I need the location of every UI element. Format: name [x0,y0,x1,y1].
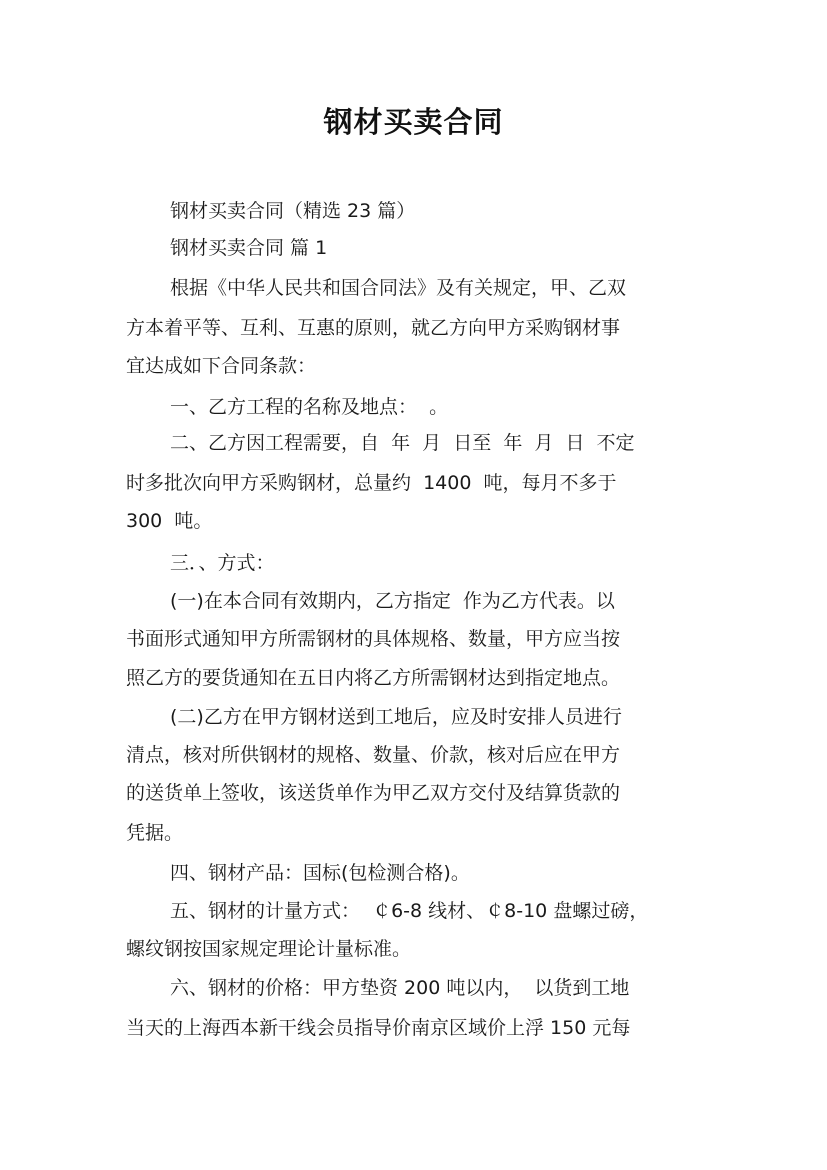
text-line: 二、乙方因工程需要，自 年 月 日至 年 月 日 不定 [170,432,635,454]
text-line: 照乙方的要货通知在五日内将乙方所需钢材达到指定地点。 [126,667,621,689]
text-line: 四、钢材产品：国标(包检测合格)。 [170,862,470,884]
text-line: 300 吨。 [126,510,213,532]
text-line: 一、乙方工程的名称及地点： 。 [170,396,449,418]
text-line: 钢材买卖合同（精选 23 篇） [170,200,416,222]
text-line: 螺纹钢按国家规定理论计量标准。 [126,938,412,960]
text-line: 三．、方式： [170,552,275,574]
text-line: 书面形式通知甲方所需钢材的具体规格、数量，甲方应当按 [126,628,621,650]
text-line: 方本着平等、互利、互惠的原则，就乙方向甲方采购钢材事 [126,317,621,339]
text-line: 钢材买卖合同 篇 1 [170,237,328,259]
text-line: 清点，核对所供钢材的规格、数量、价款，核对后应在甲方 [126,744,621,766]
text-line: 宜达成如下合同条款： [126,355,317,377]
text-line: (二)乙方在甲方钢材送到工地后，应及时安排人员进行 [170,706,622,728]
text-line: 时多批次向甲方采购钢材，总量约 1400 吨，每月不多于 [126,472,617,494]
document-title: 钢材买卖合同 [323,105,504,139]
text-line: 六、钢材的价格：甲方垫资 200 吨以内， 以货到工地 [170,977,630,999]
text-line: 当天的上海西本新干线会员指导价南京区域价上浮 150 元每 [126,1017,631,1039]
text-line: 凭据。 [126,822,184,844]
text-line: 的送货单上签收，该送货单作为甲乙双方交付及结算货款的 [126,782,621,804]
text-line: 五、钢材的计量方式： ￠6-8 线材、￠8-10 盘螺过磅， [170,900,649,922]
text-line: 根据《中华人民共和国合同法》及有关规定，甲、乙双 [170,277,627,299]
text-line: (一)在本合同有效期内，乙方指定 作为乙方代表。以 [170,590,615,612]
